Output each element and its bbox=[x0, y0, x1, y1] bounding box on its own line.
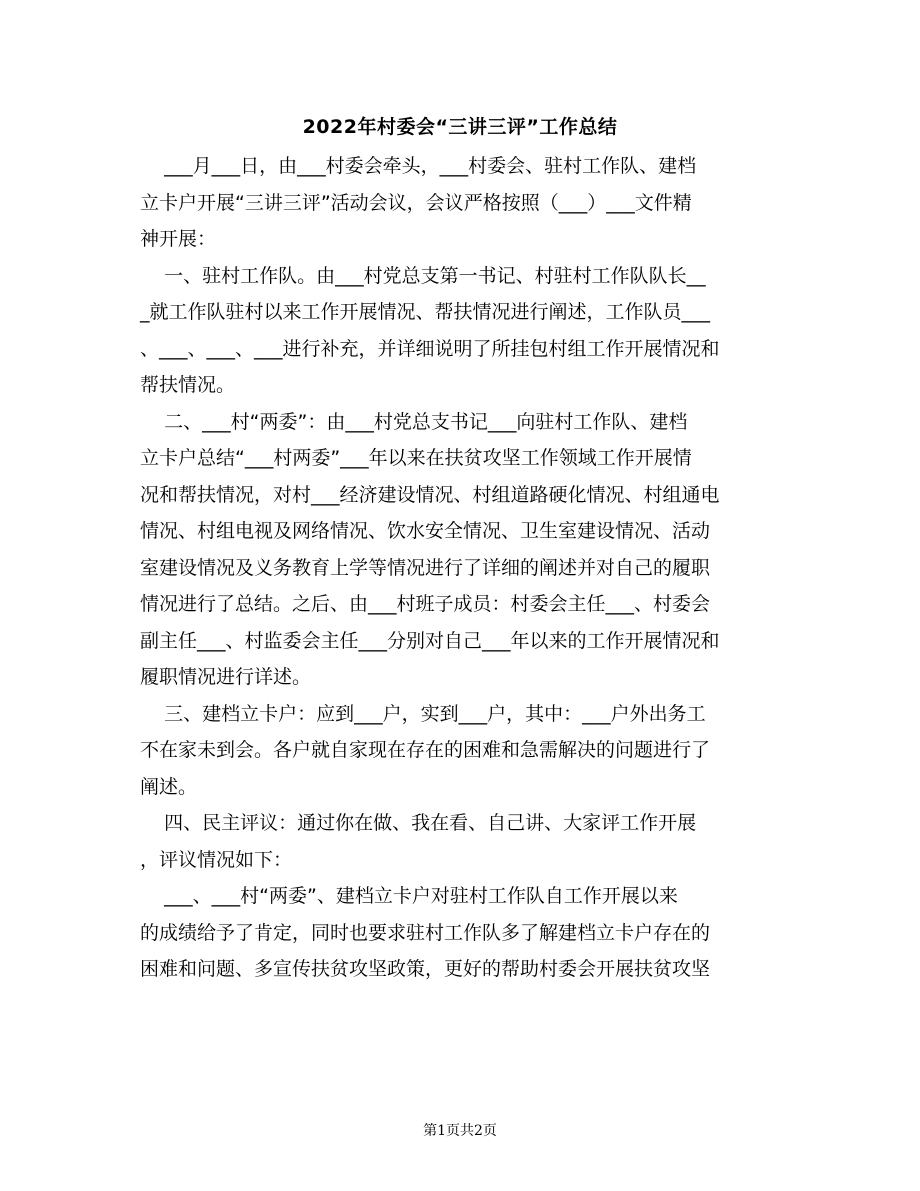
text-line: 履职情况进行详述。 bbox=[140, 666, 312, 688]
text-line: 四、民主评议：通过你在做、我在看、自己讲、大家评工作开展 bbox=[140, 812, 697, 834]
text-line: 副主任___、村监委会主任___分别对自己___年以来的工作开展情况和 bbox=[140, 629, 720, 652]
paragraph-section-4 bbox=[140, 805, 780, 878]
text-line: 况和帮扶情况，对村___经济建设情况、村组道路硬化情况、村组通电 bbox=[140, 483, 720, 506]
document-body bbox=[140, 148, 780, 988]
text-line: ，评议情况如下： bbox=[140, 848, 293, 871]
text-line: 室建设情况及义务教育上学等情况进行了详细的阐述并对自己的履职 bbox=[140, 556, 711, 579]
text-line: 立卡户开展“三讲三评”活动会议，会议严格按照（___）___文件精 bbox=[140, 191, 692, 214]
text-line: ___月___日，由___村委会牵头，___村委会、驻村工作队、建档 bbox=[140, 155, 697, 177]
text-line: 一、驻村工作队。由___村党总支第一书记、村驻村工作队队长__ bbox=[140, 264, 706, 287]
paragraph-intro bbox=[140, 148, 780, 258]
text-line: 的成绩给予了肯定，同时也要求驻村工作队多了解建档立卡户存在的 bbox=[140, 921, 711, 944]
text-line: 立卡户总结“___村两委”___年以来在扶贫攻坚工作领域工作开展情 bbox=[140, 447, 692, 469]
text-line: 情况、村组电视及网络情况、饮水安全情况、卫生室建设情况、活动 bbox=[140, 520, 711, 542]
paragraph-section-3 bbox=[140, 696, 780, 806]
text-line: 神开展： bbox=[140, 228, 217, 250]
text-line: 二、___村“两委”：由___村党总支书记___向驻村工作队、建档 bbox=[140, 410, 688, 433]
text-line: ___、___村“两委”、建档立卡户对驻村工作队自工作开展以来 bbox=[140, 885, 678, 907]
text-line: 阐述。 bbox=[140, 775, 198, 798]
page-number-footer: 第1页共2页 bbox=[423, 1123, 497, 1139]
text-line: 不在家未到会。各户就自家现在存在的困难和急需解决的问题进行了 bbox=[140, 739, 711, 761]
text-line: 、___、___、___进行补充，并详细说明了所挂包村组工作开展情况和 bbox=[140, 337, 720, 360]
document-title: 2022年村委会“三讲三评”工作总结 bbox=[302, 116, 618, 138]
paragraph-section-1 bbox=[140, 258, 780, 404]
paragraph-evaluation bbox=[140, 878, 780, 988]
text-line: 帮扶情况。 bbox=[140, 374, 236, 396]
text-line: _就工作队驻村以来工作开展情况、帮扶情况进行阐述，工作队员___ bbox=[140, 301, 711, 323]
text-line: 困难和问题、多宣传扶贫攻坚政策，更好的帮助村委会开展扶贫攻坚 bbox=[140, 958, 711, 980]
text-line: 三、建档立卡户：应到___户，实到___户，其中：___户外出务工 bbox=[140, 702, 706, 725]
text-line: 情况进行了总结。之后、由___村班子成员：村委会主任___、村委会 bbox=[140, 593, 711, 615]
paragraph-section-2 bbox=[140, 404, 780, 696]
